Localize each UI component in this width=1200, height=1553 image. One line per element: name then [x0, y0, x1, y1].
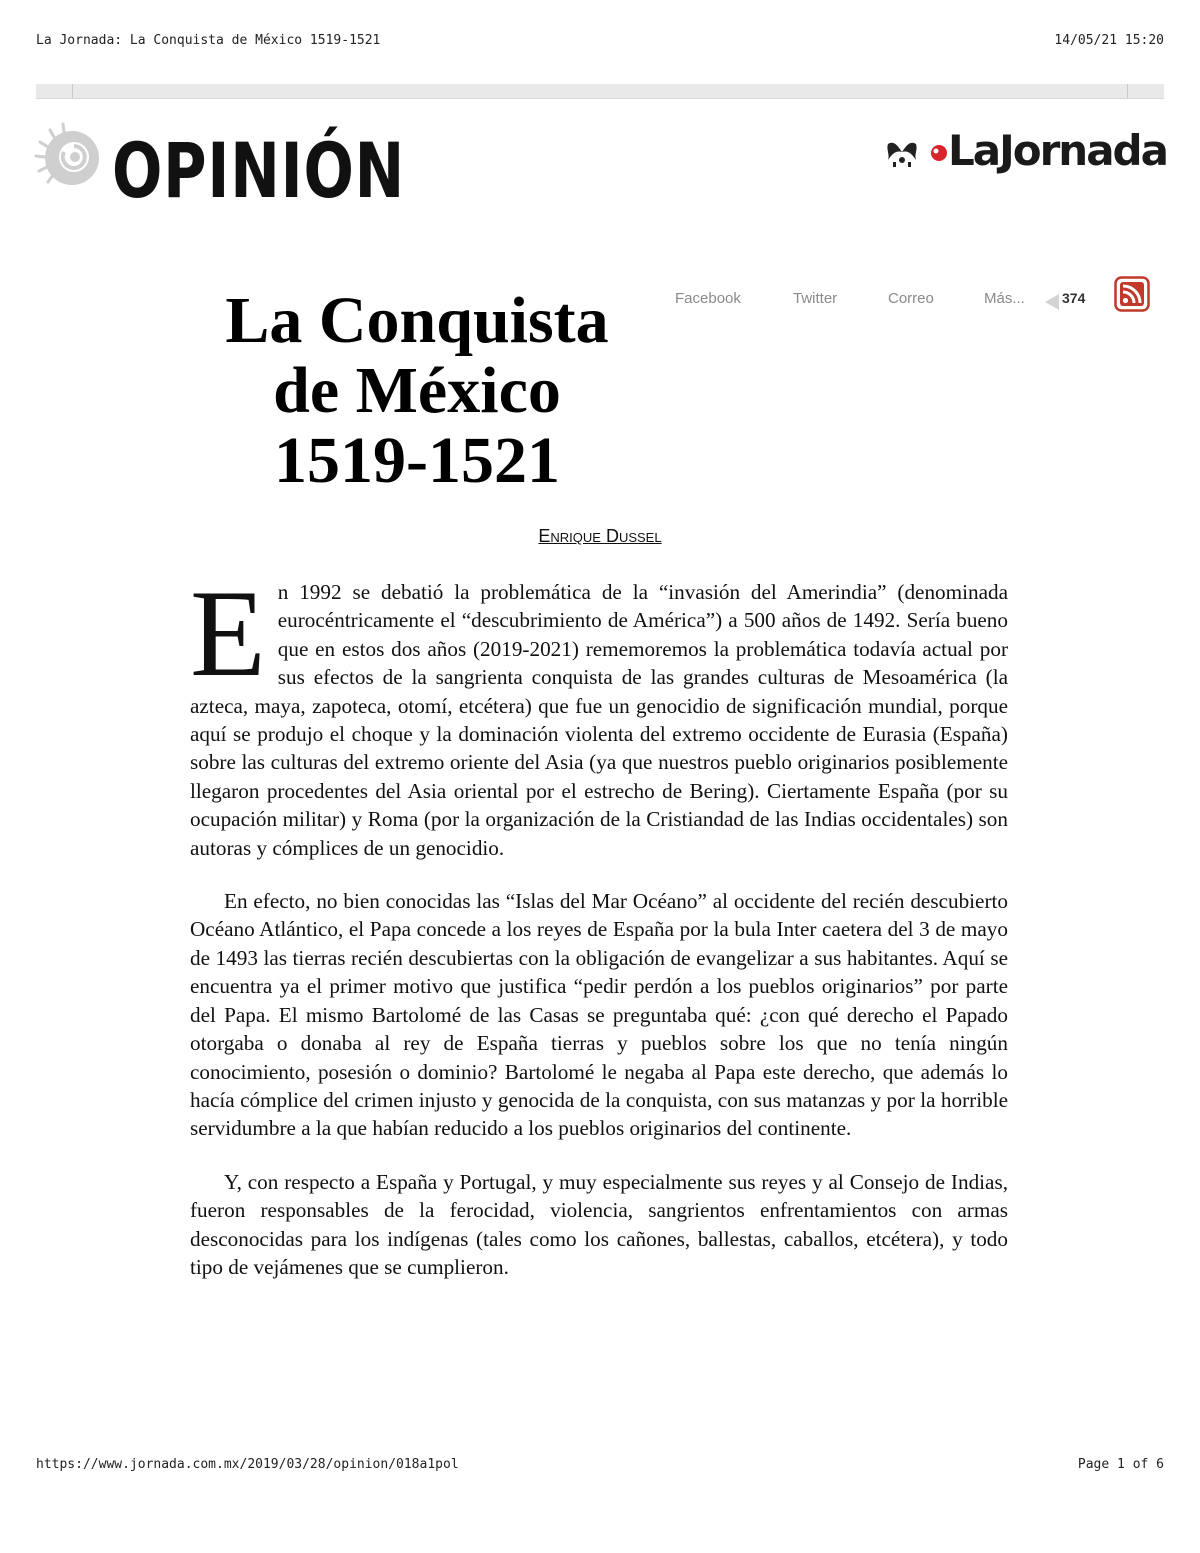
share-facebook-link[interactable]: Facebook	[675, 290, 741, 307]
share-more-link[interactable]: Más...	[984, 290, 1025, 307]
author-byline[interactable]: Enrique Dussel	[538, 526, 662, 546]
share-twitter-link[interactable]: Twitter	[793, 290, 838, 307]
brand-name: LaJornada	[948, 126, 1167, 175]
brand-red-dot-icon	[930, 144, 948, 162]
article-headline	[190, 286, 644, 496]
article-paragraph	[190, 565, 1008, 862]
article-paragraph: En efecto, no bien conocidas las “Islas del Mar Océano” al occidente del recién descubierto Océano Atlántico, el Papa concede a los reyes de España por la bula Inter caetera del 3 de mayo de 1493 las tierras recién descubiertas con la obligación de evangelizar a sus habitantes. Aquí se encuentra ya el primer motivo que justifica “pedir perdón a los pueblos originarios” por parte del Papa. El mismo Bartolomé de las Casas se preguntaba qué: ¿con qué derecho el Papado otorgaba o donaba al rey de España tierras y pueblos sobre los que no tenía ningún conocimiento, posesión o dominio? Bartolomé le negaba al Papa este derecho, que además lo hacía cómplice del crimen injusto y genocida de la conquista, con sus matanzas y por la horrible servidumbre a la que habían reducido a los pueblos originarios del continente.	[190, 889, 1008, 1141]
sun-logo-icon	[34, 122, 104, 192]
headline-line-3: 1519-1521	[274, 424, 560, 497]
share-count: 374	[1062, 290, 1086, 306]
rss-feed-icon[interactable]	[1114, 276, 1150, 312]
print-footer-url: https://www.jornada.com.mx/2019/03/28/opinion/018a1pol	[36, 1457, 459, 1472]
share-count-arrow-icon	[1045, 294, 1059, 310]
brand-emblem-icon	[884, 138, 920, 168]
headline-line-2: de México	[273, 354, 561, 427]
share-bar	[0, 290, 1200, 314]
article-body	[190, 565, 1008, 1306]
share-email-link[interactable]: Correo	[888, 290, 934, 307]
print-header-datetime: 14/05/21 15:20	[1054, 33, 1164, 48]
drop-cap: E	[190, 565, 266, 702]
section-title: OPINIÓN	[112, 126, 406, 215]
print-header-title: La Jornada: La Conquista de México 1519-1521	[36, 33, 381, 48]
article-paragraph: Y, con respecto a España y Portugal, y muy especialmente sus reyes y al Consejo de Indias, fueron responsables de la ferocidad, violencia, sangrientos enfrentamientos con armas desconocidas para los indígenas (tales como los cañones, ballestas, caballos, etcétera), y todo tipo de vejámenes que se cumplieron.	[190, 1169, 1008, 1279]
top-bar	[36, 84, 1164, 99]
headline-line-1: La Conquista	[225, 284, 609, 357]
top-bar-divider-left	[72, 84, 73, 98]
print-footer-page-number: Page 1 of 6	[1077, 1457, 1164, 1472]
paragraph-text: n 1992 se debatió la problemática de la “invasión del Amerindia” (denominada eurocéntricamente el “descubrimiento de América”) a 500 años de 1492. Sería bueno que en estos dos años (2019-2021) rememoremos la problemática todavía actual por sus efectos de la sangrienta conquista de las grandes culturas de Mesoamérica (la azteca, maya, zapoteca, otomí, etcétera) que fue un genocidio de significación mundial, porque aquí se produjo el choque y la dominación violenta del extremo occidente de Eurasia (España) sobre las culturas del extremo oriente del Asia (ya que nuestros pueblo originarios posiblemente llegaron procedentes del Asia oriental por el estrecho de Bering). Ciertamente España (por su ocupación militar) y Roma (por la organización de la Cristiandad de las Indias occidentales) son autoras y cómplices de un genocidio.	[190, 580, 1008, 860]
top-bar-divider-right	[1127, 84, 1128, 98]
